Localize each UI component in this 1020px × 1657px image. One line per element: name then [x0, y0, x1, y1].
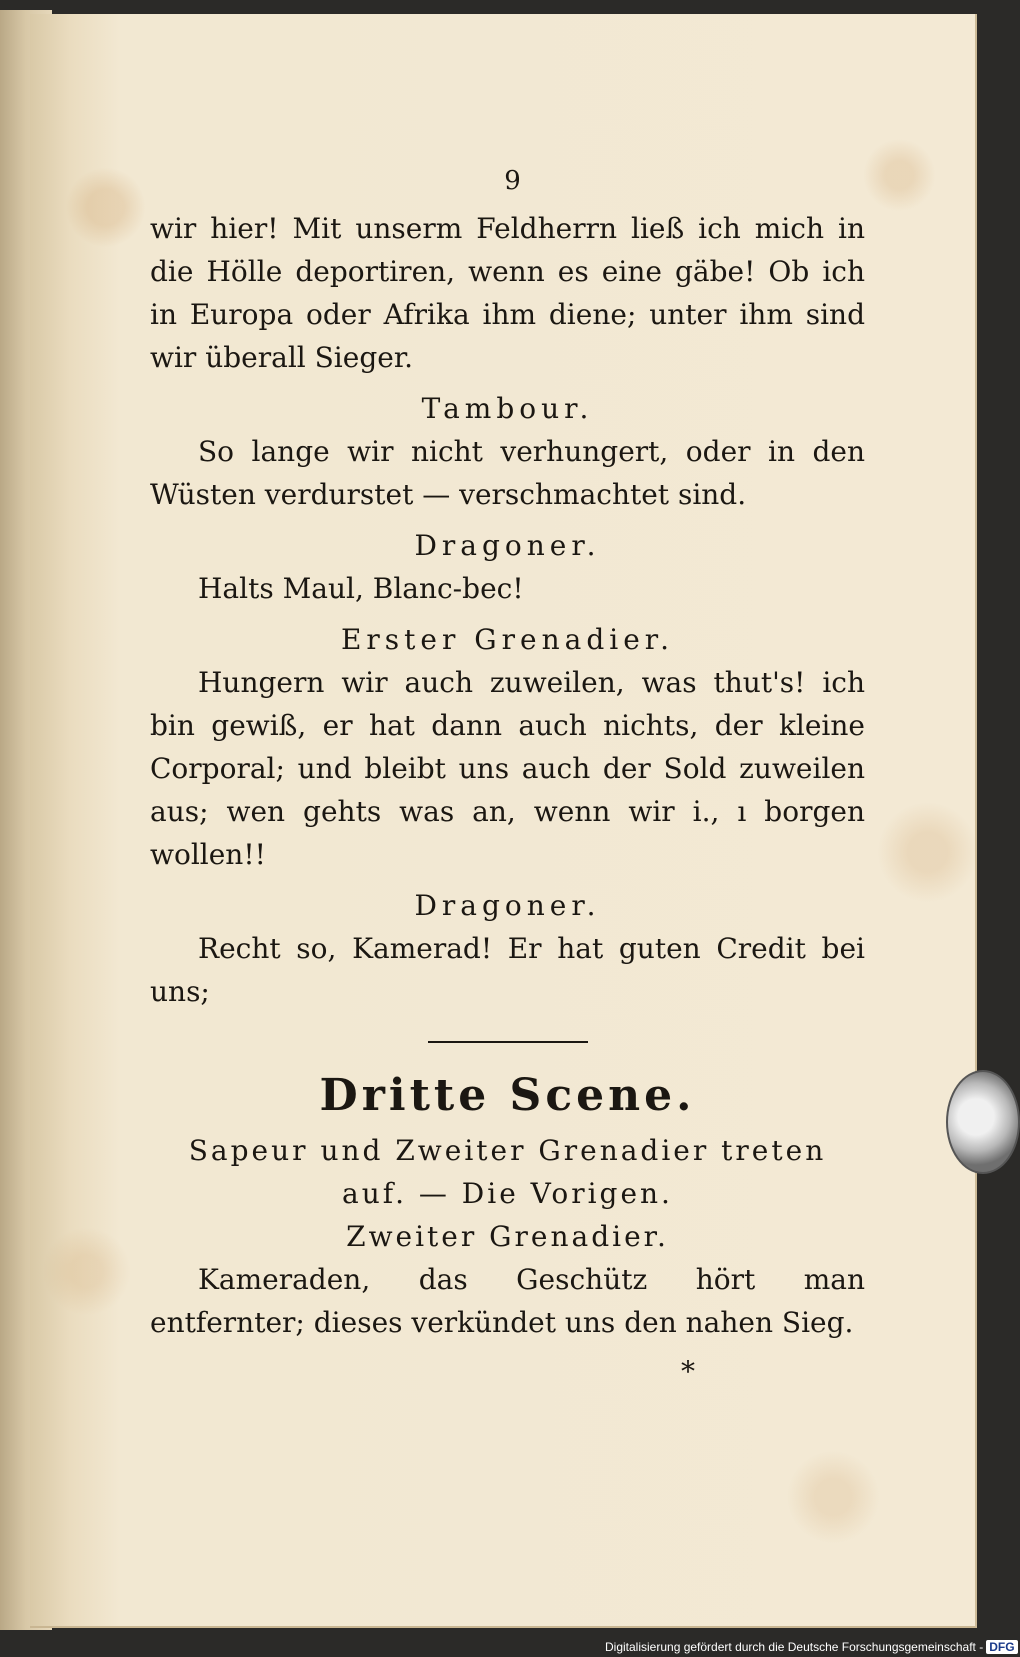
section-divider — [428, 1041, 588, 1043]
signature-mark: * — [681, 1355, 695, 1388]
footer-text: Digitalisierung gefördert durch die Deutsche Forschungsgemeinschaft - — [605, 1640, 984, 1654]
page-number: 9 — [504, 166, 521, 196]
paragraph: wir hier! Mit unserm Feldherrn ließ ich mich in die Hölle deportiren, wenn es eine gäbe! Ob ich in Europa oder Afrika ihm diene; unter ihm sind wir überall Sieger. — [150, 212, 865, 374]
scene-heading: Dritte Scene. — [319, 1070, 696, 1121]
digitization-footer — [605, 1637, 1015, 1657]
speaker-name: Zweiter Grenadier. — [346, 1220, 669, 1253]
speech: Recht so, Kamerad! Er hat guten Credit bei uns; — [150, 932, 865, 1008]
stage-direction: auf. — Die Vorigen. — [342, 1177, 673, 1210]
speech: Hungern wir auch zuweilen, was thut's! ich bin gewiß, er hat dann auch nichts, der kleine Corporal; und bleibt uns auch der Sold zuweilen aus; wen gehts was an, wenn wir i., ı borgen wollen!! — [150, 666, 865, 871]
speech: So lange wir nicht verhungert, oder in den Wüsten verdurstet — verschmachtet sind. — [150, 435, 865, 511]
speaker-name: Dragoner. — [414, 889, 601, 922]
binder-clip — [946, 1070, 1020, 1174]
dfg-logo-icon: DFG — [986, 1640, 1017, 1654]
speech: Halts Maul, Blanc-bec! — [198, 572, 524, 605]
speaker-name: Erster Grenadier. — [340, 623, 674, 656]
speaker-name: Dragoner. — [414, 529, 601, 562]
speech: Kameraden, das Geschütz hört man entfernter; dieses verkündet uns den nahen Sieg. — [150, 1263, 865, 1339]
stage-direction: Sapeur und Zweiter Grenadier treten — [188, 1134, 827, 1167]
speaker-name: Tambour. — [421, 392, 594, 425]
page-text — [150, 160, 865, 1393]
